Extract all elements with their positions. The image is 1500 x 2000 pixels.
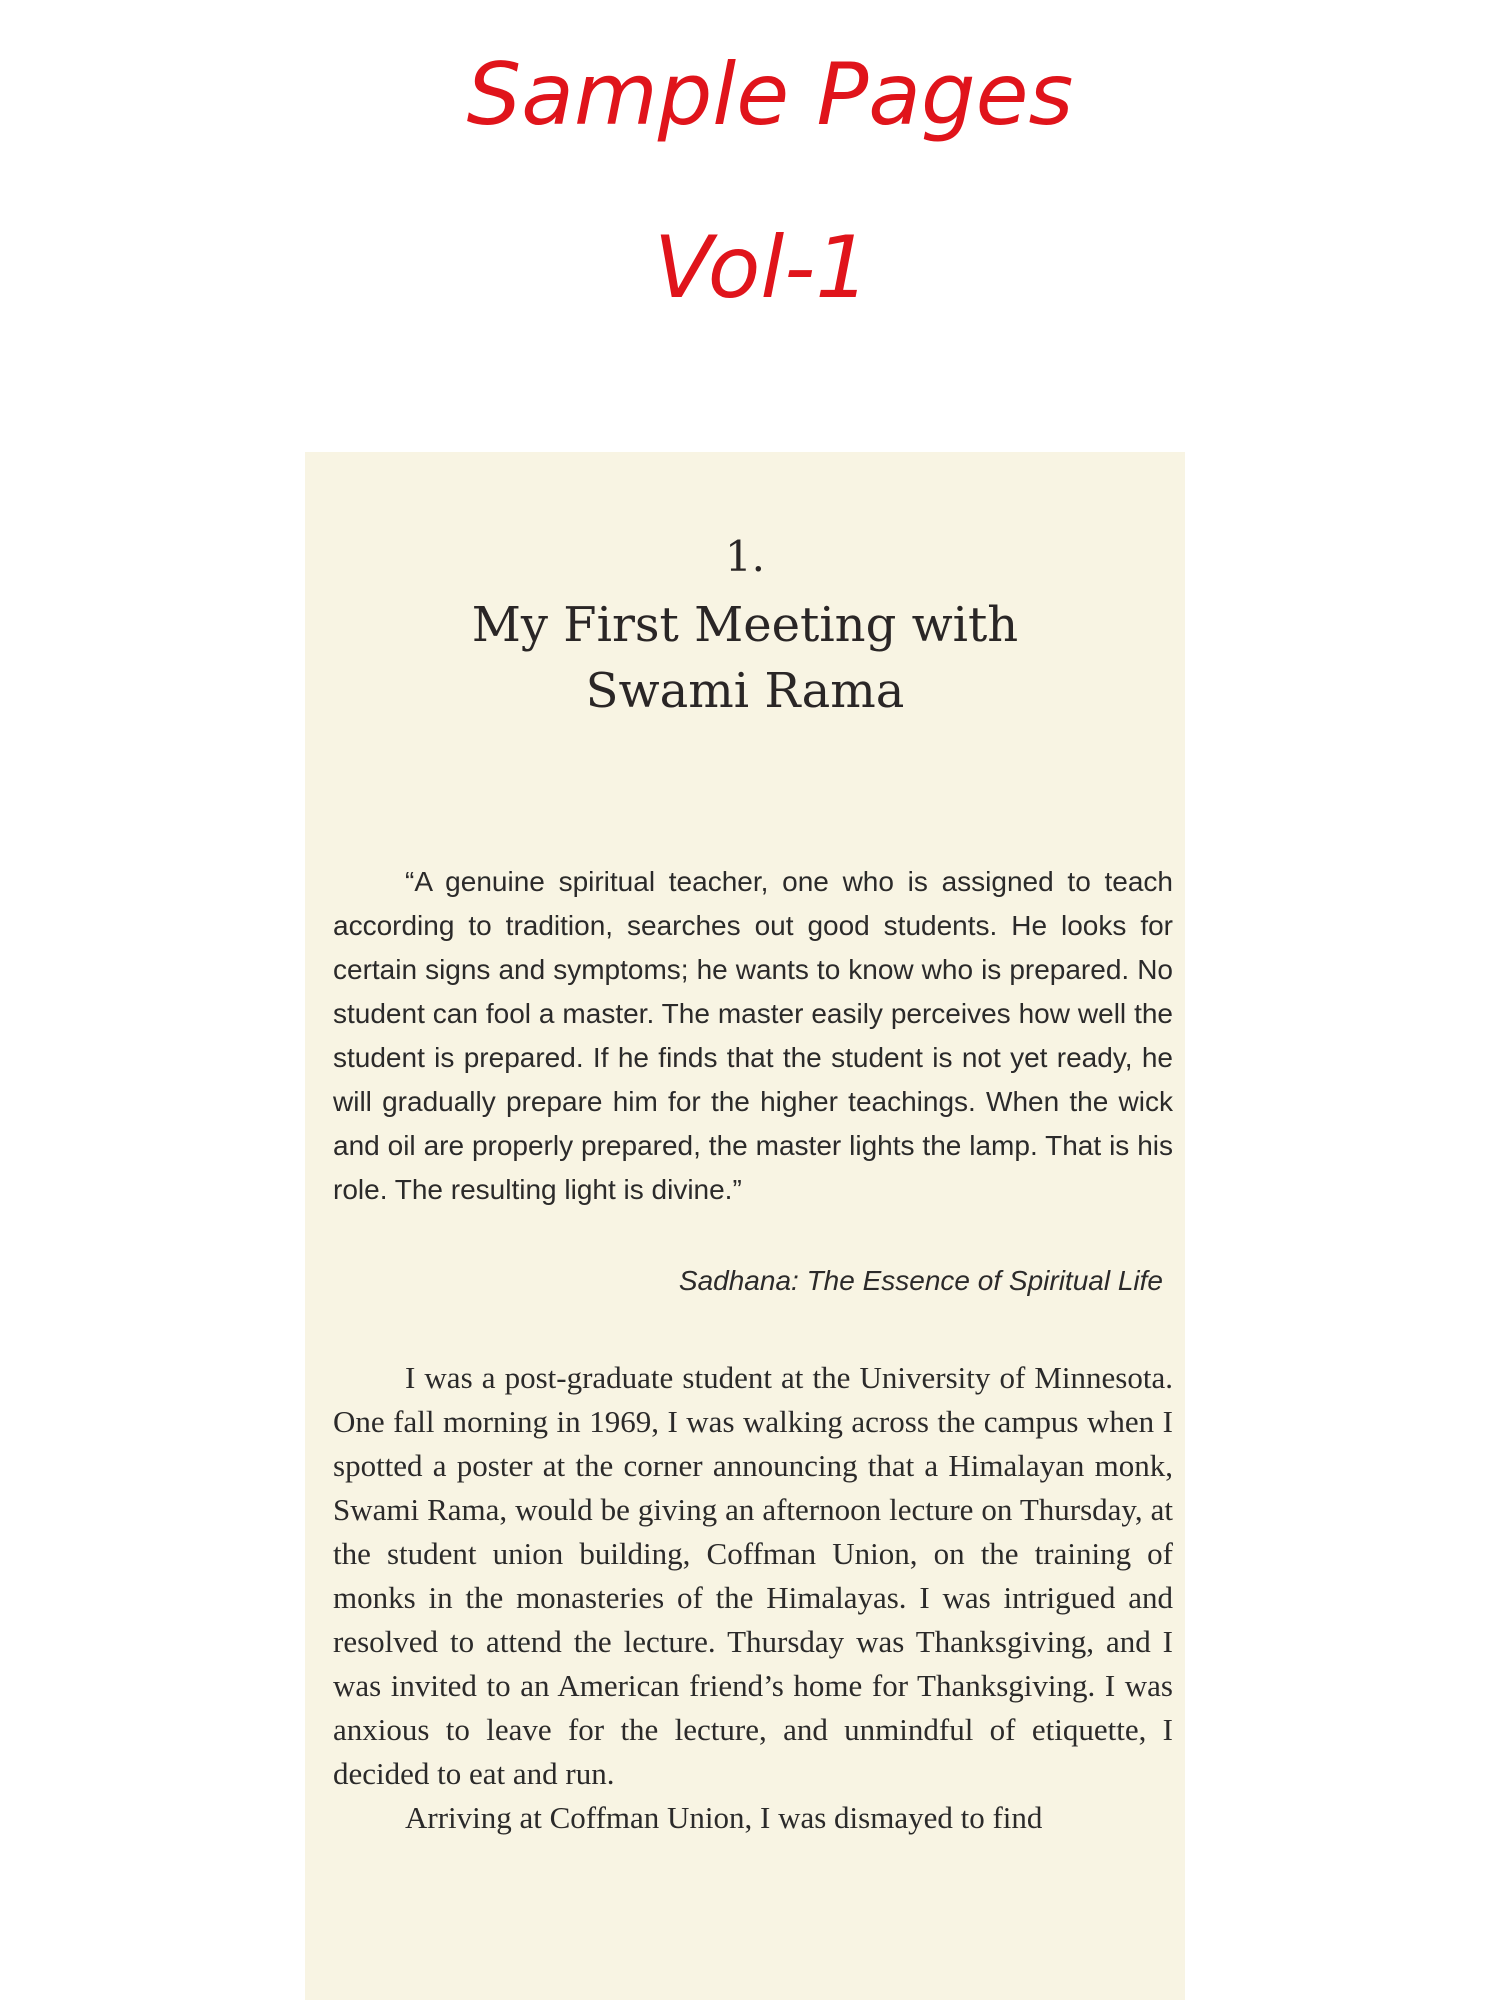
body-text — [333, 1356, 1173, 1840]
chapter-number: 1. — [724, 532, 766, 581]
body-paragraph: I was a post-graduate student at the University of Minnesota. One fall morning in 1969, I was walking across the campus when I spotted a poster at the corner announcing that a Himalayan monk, Swami Rama, would be giving an afternoon lecture on Thursday, at the student union building, Coffman Union, on the training of monks in the monasteries of the Himalayas. I was intrigued and resolved to attend the lecture. Thursday was Thanksgiving, and I was invited to an American friend’s home for Thanksgiving. I was anxious to leave for the lecture, and unmindful of etiquette, I decided to eat and run. — [333, 1360, 1173, 1791]
volume-heading: Vol-1 — [653, 218, 871, 318]
sample-pages-heading: Sample Pages — [466, 45, 1074, 145]
chapter-title-line-1: My First Meeting with — [471, 597, 1019, 653]
book-page-scan — [305, 452, 1185, 2000]
epigraph-source: Sadhana: The Essence of Spiritual Life — [678, 1265, 1163, 1296]
body-paragraph: Arriving at Coffman Union, I was dismayed to find — [405, 1800, 1043, 1835]
chapter-title — [305, 592, 1185, 724]
epigraph-quote: “A genuine spiritual teacher, one who is assigned to teach according to tradition, searches out good students. He looks for certain signs and symptoms; he wants to know who is prepared. No student can fool a master. The master easily perceives how well the student is prepared. If he finds that the student is not yet ready, he will gradually prepare him for the higher teachings. When the wick and oil are properly prepared, the master lights the lamp. That is his role. The resulting light is divine.” — [333, 866, 1173, 1205]
chapter-title-line-2: Swami Rama — [585, 663, 905, 719]
